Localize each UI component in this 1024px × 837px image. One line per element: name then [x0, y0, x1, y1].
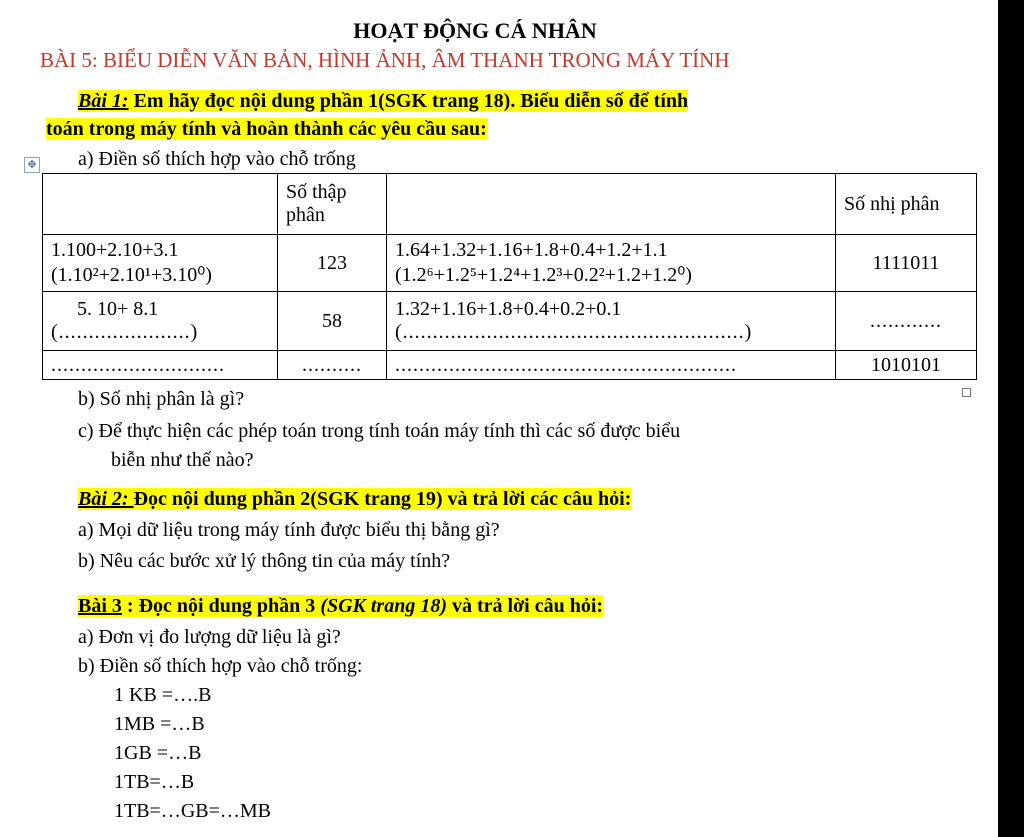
table-cell: ............ [836, 292, 977, 351]
table-cell: ............................. [43, 351, 278, 380]
bai3-heading-wrap [78, 595, 603, 617]
cell-line: 1.100+2.10+3.1 [51, 239, 179, 261]
bai2-label: Bài 2: [78, 488, 134, 510]
table-resize-handle[interactable] [962, 388, 971, 397]
bai3-line-tb-gb-mb: 1TB=…GB=…MB [114, 800, 272, 822]
bai3-item-a: a) Đơn vị đo lượng dữ liệu là gì? [78, 626, 341, 648]
cell-line: 1.64+1.32+1.16+1.8+0.4+1.2+1.1 [395, 239, 668, 261]
bai1-item-b: b) Số nhị phân là gì? [78, 388, 245, 410]
table-cell [387, 235, 836, 292]
table-row [43, 292, 977, 351]
cell-line: (......................) [51, 321, 199, 343]
bai3-text1: : Đọc nội dung phần 3 [121, 595, 321, 617]
cell-line: (1.2⁶+1.2⁵+1.2⁴+1.2³+0.2²+1.2+1.2⁰) [395, 264, 692, 286]
table-row [43, 351, 977, 380]
table-header-decimal: Số thập phân [278, 174, 387, 235]
table-move-handle-icon[interactable]: ✥ [24, 157, 40, 173]
cell-line: (1.10²+2.10¹+3.10⁰) [51, 264, 212, 286]
page-title: HOẠT ĐỘNG CÁ NHÂN [353, 18, 597, 43]
bai1-item-c-line2: biễn như thế nào? [111, 449, 254, 471]
bai3-line-tb: 1TB=…B [114, 771, 195, 793]
table-cell: ......................................................... [387, 351, 836, 380]
table-cell: 1111011 [836, 235, 977, 292]
cell-line: (.........................................................) [395, 321, 753, 343]
number-table [42, 173, 977, 380]
bai1-text1: Em hãy đọc nội dung phần 1(SGK trang 18). Biểu diễn số để tính [128, 90, 689, 112]
table-cell [387, 292, 836, 351]
table-row [43, 235, 977, 292]
table-cell [43, 292, 278, 351]
bai1-item-a: a) Điền số thích hợp vào chỗ trống [78, 148, 356, 170]
bai1-line1 [78, 90, 688, 113]
bai2-item-b: b) Nêu các bước xử lý thông tin của máy tính? [78, 550, 451, 572]
table-cell: 1010101 [836, 351, 977, 380]
bai3-heading [78, 595, 603, 618]
bai3-line-gb: 1GB =…B [114, 742, 202, 764]
bai1-text2: toán trong máy tính và hoàn thành các yêu cầu sau: [46, 118, 487, 140]
bai3-label: Bài 3 [78, 595, 122, 617]
table-cell [43, 174, 278, 235]
lesson-subtitle: BÀI 5: BIỂU DIỄN VĂN BẢN, HÌNH ẢNH, ÂM THANH TRONG MÁY TÍNH [40, 48, 730, 72]
bai2-item-a: a) Mọi dữ liệu trong máy tính được biểu thị bằng gì? [78, 519, 500, 541]
cell-line: 5. 10+ 8.1 [77, 298, 159, 320]
bai3-text-italic: (SGK trang 18) [320, 595, 448, 617]
bai3-line-mb: 1MB =…B [114, 713, 205, 735]
bai1-label: Bài 1: [78, 90, 129, 112]
bai1-item-c-line1: c) Để thực hiện các phép toán trong tính toán máy tính thì các số được biểu [78, 420, 681, 442]
bai2-heading-wrap [78, 488, 631, 510]
table-cell: 123 [278, 235, 387, 292]
bai3-item-b: b) Điền số thích hợp vào chỗ trống: [78, 655, 363, 677]
bai1-label-wrap [78, 90, 688, 112]
table-cell [387, 174, 836, 235]
bai3-text2: và trả lời câu hỏi: [447, 595, 604, 617]
cell-line: 1.32+1.16+1.8+0.4+0.2+0.1 [395, 298, 622, 320]
table-cell: .......... [278, 351, 387, 380]
table-header-binary: Số nhị phân [836, 174, 977, 235]
bai1-line2 [46, 118, 487, 141]
bai2-heading [78, 488, 631, 511]
table-cell [43, 235, 278, 292]
bai3-line-kb: 1 KB =….B [114, 684, 212, 706]
table-row [43, 174, 977, 235]
bai2-text: Đọc nội dung phần 2(SGK trang 19) và trả lời các câu hỏi: [133, 488, 632, 510]
table-cell: 58 [278, 292, 387, 351]
